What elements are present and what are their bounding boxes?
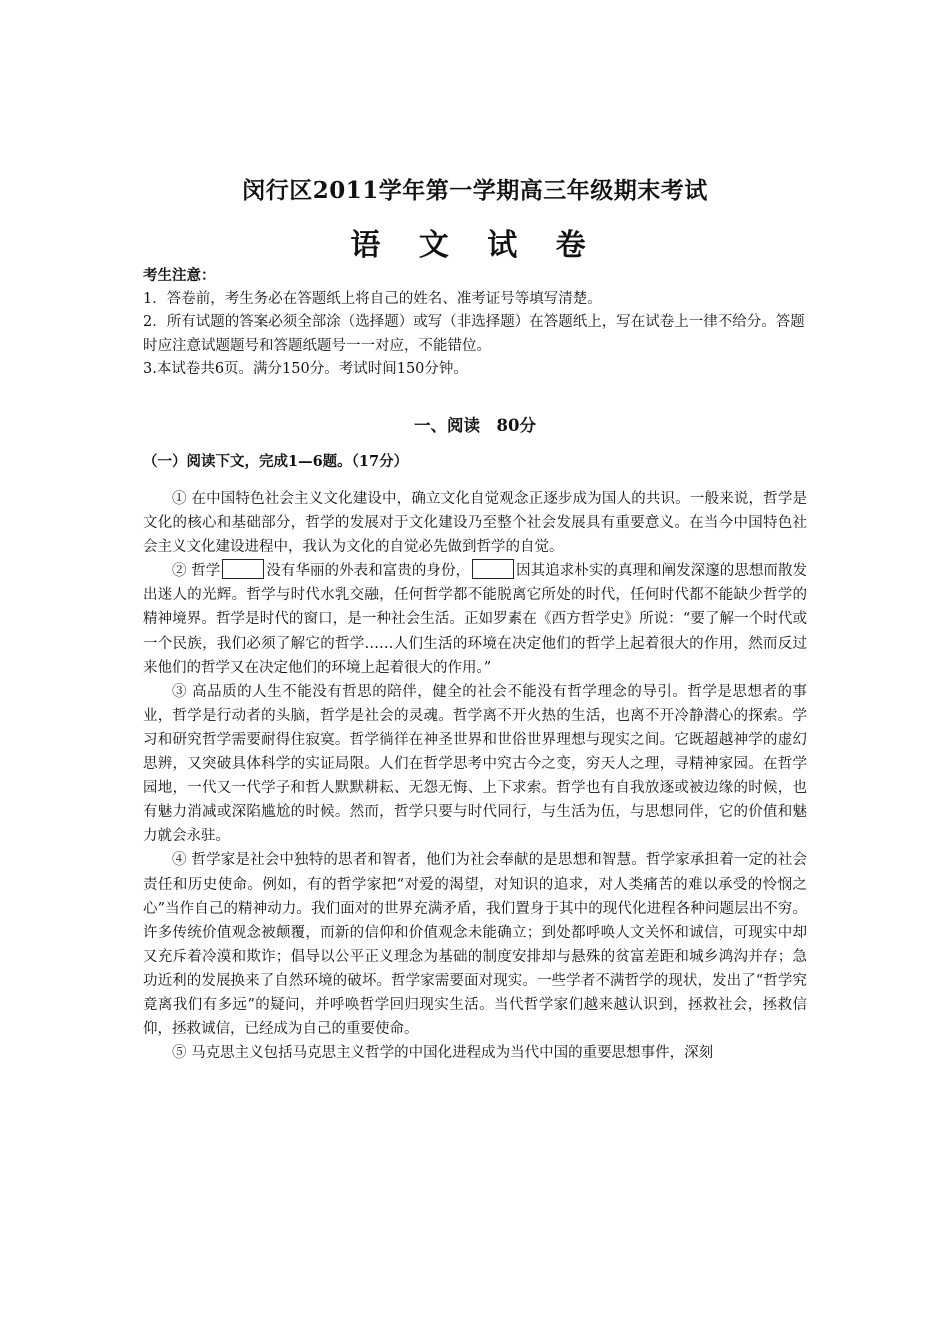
paragraph-2-part-3: 因其追求朴实的真理和阐发深邃的思想而散发出迷人的光辉。哲学与时代水乳交融，任何哲学都不能脱离它所处的时代，任何时代都不能缺少哲学的精神境界。哲学是时代的窗口，是一种社会生活。正如罗素在《西方哲学史》所说：“要了解一个时代或一个民族，我们必须了解它的哲学……人们生活的环境在决定他们的哲学上起着很大的作用，然而反过来他们的哲学又在决定他们的环境上起着很大的作用。” [143, 563, 808, 676]
paragraph-4: ④ 哲学家是社会中独特的思者和智者，他们为社会奉献的是思想和智慧。哲学家承担着一定的社会责任和历史使命。例如，有的哲学家把“对爱的渴望，对知识的追求，对人类痛苦的难以承受的怜悯之心”当作自己的精神动力。我们面对的世界充满矛盾，我们置身于其中的现代化进程各种问题层出不穷。许多传统价值观念被颠覆，而新的信仰和价值观念未能确立；到处都呼唤人文关怀和诚信，可现实中却又充斥着冷漠和欺诈；倡导以公平正义理念为基础的制度安排却与悬殊的贫富差距和城乡鸿沟并存；急功近利的发展换来了自然环境的破坏。哲学家需要面对现实。一些学者不满哲学的现状，发出了“哲学究竟离我们有多远”的疑问，并呼唤哲学回归现实生活。当代哲学家们越来越认识到，拯救社会，拯救信仰，拯救诚信，已经成为自己的重要使命。 [143, 852, 807, 1038]
paragraph-5: ⑤ 马克思主义包括马克思主义哲学的中国化进程成为当代中国的重要思想事件，深刻 [172, 1045, 714, 1062]
notice-item: 3.本试卷共6页。满分150分。考试时间150分钟。 [143, 361, 468, 377]
notice-item: 2．所有试题的答案必须全部涂（选择题）或写（非选择题）在答题纸上，写在试卷上一律不给分。答题时应注意试题题号和答题纸题号一一对应，不能错位。 [143, 314, 805, 354]
subject-title: 语 文 试 卷 [350, 228, 600, 263]
fill-blank-box [472, 559, 514, 579]
paragraph-1: ① 在中国特色社会主义文化建设中，确立文化自觉观念正逐步成为国人的共识。一般来说，哲学是文化的核心和基础部分，哲学的发展对于文化建设乃至整个社会发展具有重要意义。在当今中国特色社会主义文化建设进程中，我认为文化的自觉必先做到哲学的自觉。 [143, 491, 807, 556]
paragraph-2 [143, 559, 807, 679]
exam-title: 闵行区2011学年第一学期高三年级期末考试 [242, 177, 708, 204]
paragraph-3: ③ 高品质的人生不能没有哲思的陪伴，健全的社会不能没有哲学理念的导引。哲学是思想者的事业，哲学是行动者的头脑，哲学是社会的灵魂。哲学离不开火热的生活，也离不开冷静潜心的探索。学习和研究哲学需要耐得住寂寞。哲学徜徉在神圣世界和世俗世界理想与现实之间。它既超越神学的虚幻思辨，又突破具体科学的实证局限。人们在哲学思考中究古今之变，穷天人之理，寻精神家园。在哲学园地，一代又一代学子和哲人默默耕耘、无怨无悔、上下求索。哲学也有自我放逐或被边缘的时候，也有魅力消减或深陷尴尬的时候。然而，哲学只要与时代同行，与生活为伍，与思想同伴，它的价值和魅力就会永驻。 [143, 683, 807, 845]
subsection-title: （一）阅读下文，完成1—6题。（17分） [143, 453, 409, 470]
fill-blank-box [222, 559, 264, 579]
notice-item: 1．答卷前，考生务必在答题纸上将自己的姓名、准考证号等填写清楚。 [143, 290, 602, 307]
notice-heading: 考生注意： [143, 267, 216, 284]
candidate-notice [143, 264, 811, 382]
reading-passage [143, 487, 807, 1065]
paragraph-2-part-1: ② 哲学 [172, 563, 221, 580]
paragraph-2-part-2: 没有华丽的外表和富贵的身份， [266, 563, 471, 580]
section-title: 一、阅读 80分 [414, 416, 536, 435]
